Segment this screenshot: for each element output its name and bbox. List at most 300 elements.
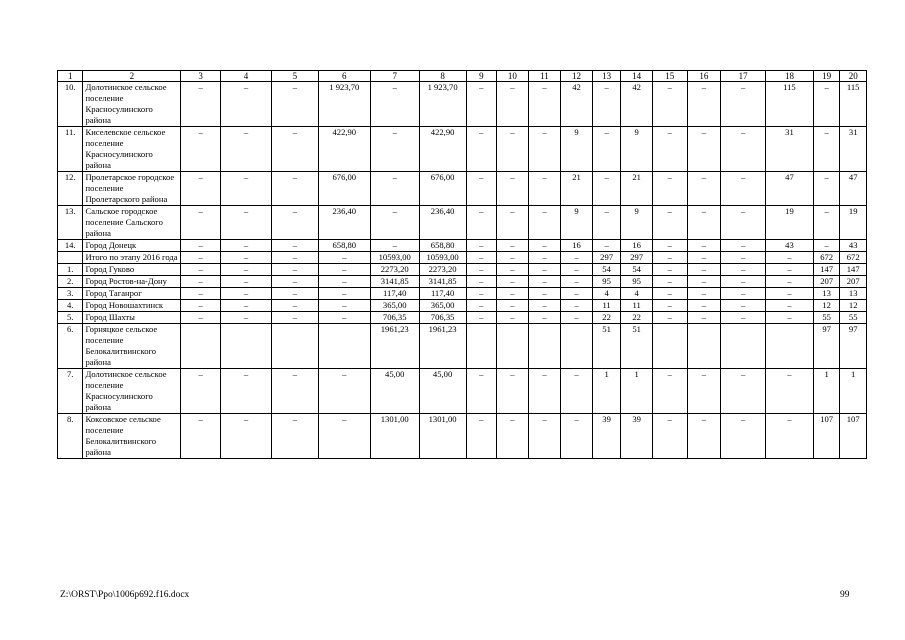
table-cell: –	[652, 369, 687, 414]
row-name-cell: Коксовское сельское поселение Белокалитвинского района	[83, 414, 181, 459]
table-cell: –	[652, 288, 687, 300]
table-cell: –	[561, 369, 593, 414]
table-cell: –	[221, 82, 272, 127]
table-cell: –	[721, 264, 766, 276]
header-cell: 9	[466, 71, 497, 82]
table-cell: –	[221, 312, 272, 324]
row-name-cell: Город Новошахтинск	[83, 300, 181, 312]
table-cell: 54	[621, 264, 653, 276]
table-cell: –	[318, 369, 370, 414]
table-cell: –	[271, 206, 318, 240]
table-cell: –	[370, 172, 419, 206]
table-cell: –	[466, 127, 497, 172]
table-cell: –	[466, 264, 497, 276]
table-cell: –	[592, 82, 621, 127]
table-cell: –	[528, 312, 561, 324]
table-cell: –	[687, 252, 721, 264]
table-cell: 207	[813, 276, 839, 288]
table-cell: –	[687, 82, 721, 127]
table-cell: –	[721, 127, 766, 172]
table-cell: –	[497, 252, 529, 264]
table-cell: 365,00	[370, 300, 419, 312]
file-path: Z:\ORST\Ppo\1006p692.f16.docx	[60, 590, 190, 600]
table-cell: 2273,20	[370, 264, 419, 276]
table-row	[58, 324, 867, 369]
table-cell: –	[370, 240, 419, 252]
table-cell: 95	[592, 276, 621, 288]
table-cell: 3141,85	[419, 276, 466, 288]
row-name-cell: Город Ростов-на-Дону	[83, 276, 181, 288]
table-cell: 672	[840, 252, 867, 264]
table-cell: 39	[592, 414, 621, 459]
table-cell: –	[497, 312, 529, 324]
table-cell: –	[813, 82, 839, 127]
table-cell: –	[652, 127, 687, 172]
table-cell: 55	[840, 312, 867, 324]
table-cell: –	[221, 127, 272, 172]
header-cell: 14	[621, 71, 653, 82]
header-cell: 10	[497, 71, 529, 82]
table-cell: 1	[813, 369, 839, 414]
table-cell: –	[221, 172, 272, 206]
table-cell: 1301,00	[419, 414, 466, 459]
row-number-cell: 3.	[58, 288, 83, 300]
table-cell: –	[221, 369, 272, 414]
table-cell: 672	[813, 252, 839, 264]
table-cell: 51	[621, 324, 653, 369]
table-cell: –	[813, 172, 839, 206]
table-cell: –	[181, 206, 221, 240]
table-cell: –	[561, 288, 593, 300]
table-cell	[766, 324, 814, 369]
table-cell: 11	[621, 300, 653, 312]
table-cell: 19	[840, 206, 867, 240]
table-cell: 9	[561, 206, 593, 240]
table-cell: –	[528, 82, 561, 127]
table-cell: –	[687, 172, 721, 206]
table-cell: –	[528, 240, 561, 252]
table-row	[58, 240, 867, 252]
table-cell: –	[687, 414, 721, 459]
table-cell: –	[721, 172, 766, 206]
table-cell: 10593,00	[370, 252, 419, 264]
table-cell: –	[528, 369, 561, 414]
table-cell: –	[181, 127, 221, 172]
table-cell: –	[181, 252, 221, 264]
table-cell: 117,40	[370, 288, 419, 300]
table-cell: –	[370, 127, 419, 172]
table-cell: –	[181, 288, 221, 300]
header-cell: 11	[528, 71, 561, 82]
table-cell: 1	[621, 369, 653, 414]
table-cell: –	[561, 252, 593, 264]
table-cell: –	[318, 252, 370, 264]
table-cell: –	[687, 127, 721, 172]
table-cell: 31	[766, 127, 814, 172]
row-number-cell: 7.	[58, 369, 83, 414]
table-cell: –	[370, 206, 419, 240]
table-cell: –	[466, 82, 497, 127]
table-cell: –	[652, 82, 687, 127]
table-cell: –	[721, 276, 766, 288]
table-cell: 147	[813, 264, 839, 276]
table-cell: –	[466, 240, 497, 252]
table-cell: –	[561, 276, 593, 288]
table-cell: 107	[840, 414, 867, 459]
table-cell: –	[721, 312, 766, 324]
table-cell: 207	[840, 276, 867, 288]
table-cell: –	[687, 288, 721, 300]
table-cell: –	[766, 414, 814, 459]
table-cell: –	[687, 276, 721, 288]
table-cell: –	[181, 240, 221, 252]
table-row	[58, 414, 867, 459]
table-cell: –	[271, 252, 318, 264]
header-cell: 18	[766, 71, 814, 82]
table-cell: –	[497, 300, 529, 312]
header-row	[58, 71, 867, 82]
table-cell: –	[271, 312, 318, 324]
table-cell: –	[271, 276, 318, 288]
table-cell: –	[652, 300, 687, 312]
table-cell	[181, 324, 221, 369]
table-cell: –	[721, 82, 766, 127]
table-row	[58, 127, 867, 172]
header-cell: 4	[221, 71, 272, 82]
table-cell: –	[766, 288, 814, 300]
table-cell: 16	[561, 240, 593, 252]
table-cell: –	[318, 312, 370, 324]
table-cell: 42	[561, 82, 593, 127]
table-cell: 9	[561, 127, 593, 172]
header-cell: 20	[840, 71, 867, 82]
table-cell: 422,90	[419, 127, 466, 172]
row-name-cell: Долотинское сельское поселение Красносулинского района	[83, 369, 181, 414]
table-cell	[497, 324, 529, 369]
row-number-cell: 5.	[58, 312, 83, 324]
table-cell: 21	[561, 172, 593, 206]
table-cell: –	[687, 369, 721, 414]
table-cell: 706,35	[370, 312, 419, 324]
table-cell: 3141,85	[370, 276, 419, 288]
table-row	[58, 264, 867, 276]
table-cell: 19	[766, 206, 814, 240]
row-name-cell: Сальское городское поселение Сальского района	[83, 206, 181, 240]
table-cell: 13	[840, 288, 867, 300]
table-cell: –	[528, 414, 561, 459]
table-cell: –	[497, 288, 529, 300]
table-cell: 147	[840, 264, 867, 276]
table-cell: –	[561, 300, 593, 312]
table-cell: –	[497, 206, 529, 240]
table-cell: 12	[840, 300, 867, 312]
table-cell: 4	[621, 288, 653, 300]
table-cell: –	[721, 240, 766, 252]
table-cell: 11	[592, 300, 621, 312]
table-cell: 706,35	[419, 312, 466, 324]
table-cell: –	[271, 369, 318, 414]
table-cell: 55	[813, 312, 839, 324]
table-cell: –	[318, 276, 370, 288]
table-cell: 117,40	[419, 288, 466, 300]
table-cell: 1	[592, 369, 621, 414]
table-cell: –	[652, 276, 687, 288]
header-cell: 6	[318, 71, 370, 82]
table-row	[58, 82, 867, 127]
table-cell: 31	[840, 127, 867, 172]
table-cell: –	[687, 240, 721, 252]
table-cell: 1	[840, 369, 867, 414]
table-cell: –	[528, 300, 561, 312]
table-row	[58, 252, 867, 264]
table-cell: –	[528, 172, 561, 206]
table-cell: –	[271, 240, 318, 252]
header-cell: 15	[652, 71, 687, 82]
row-number-cell: 4.	[58, 300, 83, 312]
table-cell: –	[271, 288, 318, 300]
table-cell: –	[561, 414, 593, 459]
table-cell: 115	[766, 82, 814, 127]
row-number-cell: 8.	[58, 414, 83, 459]
table-cell: 39	[621, 414, 653, 459]
table-cell: 2273,20	[419, 264, 466, 276]
table-cell: –	[221, 300, 272, 312]
table-cell	[721, 324, 766, 369]
header-cell: 8	[419, 71, 466, 82]
table-cell	[221, 324, 272, 369]
table-cell: –	[766, 252, 814, 264]
table-cell	[466, 324, 497, 369]
table-cell: 1961,23	[419, 324, 466, 369]
table-cell: –	[561, 312, 593, 324]
table-cell: –	[466, 300, 497, 312]
table-cell: –	[813, 127, 839, 172]
table-cell: –	[221, 240, 272, 252]
table-cell: 297	[621, 252, 653, 264]
table-cell: 21	[621, 172, 653, 206]
table-cell: –	[528, 276, 561, 288]
table-cell: –	[370, 82, 419, 127]
table-cell: 236,40	[419, 206, 466, 240]
table-cell: –	[466, 206, 497, 240]
table-cell: 42	[621, 82, 653, 127]
table-cell: –	[466, 276, 497, 288]
table-cell: 45,00	[370, 369, 419, 414]
table-cell: –	[271, 172, 318, 206]
table-cell: 1 923,70	[318, 82, 370, 127]
table-cell: –	[592, 240, 621, 252]
table-row	[58, 172, 867, 206]
table-cell: 658,80	[419, 240, 466, 252]
row-name-cell: Киселевское сельское поселение Красносулинского района	[83, 127, 181, 172]
table-cell: –	[466, 414, 497, 459]
row-name-cell: Горняцкое сельское поселение Белокалитвинского района	[83, 324, 181, 369]
table-cell: –	[497, 369, 529, 414]
table-cell: 658,80	[318, 240, 370, 252]
table-cell: –	[497, 172, 529, 206]
table-cell: –	[687, 206, 721, 240]
table-cell: –	[652, 264, 687, 276]
table-cell: –	[466, 369, 497, 414]
header-cell: 19	[813, 71, 839, 82]
table-cell: –	[652, 172, 687, 206]
header-cell: 2	[83, 71, 181, 82]
table-cell: 43	[840, 240, 867, 252]
table-cell: –	[528, 288, 561, 300]
row-number-cell: 1.	[58, 264, 83, 276]
table-cell: 1961,23	[370, 324, 419, 369]
table-cell: –	[466, 252, 497, 264]
table-cell: –	[721, 414, 766, 459]
row-number-cell: 10.	[58, 82, 83, 127]
table-cell: –	[652, 312, 687, 324]
table-cell: 12	[813, 300, 839, 312]
header-cell: 3	[181, 71, 221, 82]
table-cell: –	[181, 82, 221, 127]
header-cell: 5	[271, 71, 318, 82]
row-name-cell: Город Шахты	[83, 312, 181, 324]
table-cell: –	[592, 127, 621, 172]
table-cell: –	[652, 252, 687, 264]
table-cell: 54	[592, 264, 621, 276]
table-cell: –	[466, 288, 497, 300]
row-number-cell: 11.	[58, 127, 83, 172]
table-cell: –	[687, 300, 721, 312]
row-name-cell: Город Донецк	[83, 240, 181, 252]
table-cell: –	[271, 82, 318, 127]
table-cell: –	[652, 414, 687, 459]
table-cell: 47	[840, 172, 867, 206]
table-cell: 676,00	[419, 172, 466, 206]
table-body	[58, 71, 867, 459]
table-cell: –	[497, 276, 529, 288]
table-cell: 51	[592, 324, 621, 369]
table-cell: –	[271, 264, 318, 276]
table-cell: –	[271, 300, 318, 312]
table-cell: 676,00	[318, 172, 370, 206]
table-cell: –	[766, 300, 814, 312]
row-number-cell: 12.	[58, 172, 83, 206]
table-cell: 9	[621, 206, 653, 240]
table-cell: –	[528, 127, 561, 172]
table-row	[58, 369, 867, 414]
table-cell: –	[687, 312, 721, 324]
row-name-cell: Долотинское сельское поселение Красносулинского района	[83, 82, 181, 127]
table-cell: –	[181, 264, 221, 276]
table-cell: 422,90	[318, 127, 370, 172]
table-cell: –	[221, 252, 272, 264]
table-cell: –	[721, 369, 766, 414]
header-cell: 16	[687, 71, 721, 82]
table-cell: –	[766, 369, 814, 414]
table-cell: –	[721, 288, 766, 300]
table-cell: –	[561, 264, 593, 276]
table-cell: 107	[813, 414, 839, 459]
header-cell: 13	[592, 71, 621, 82]
header-cell: 7	[370, 71, 419, 82]
table-cell: –	[181, 369, 221, 414]
table-cell: 97	[840, 324, 867, 369]
table-cell: –	[766, 264, 814, 276]
table-cell: 47	[766, 172, 814, 206]
table-cell: –	[652, 206, 687, 240]
table-cell: –	[181, 300, 221, 312]
table-cell: –	[497, 414, 529, 459]
table-cell: –	[181, 312, 221, 324]
table-cell: –	[497, 240, 529, 252]
table-cell: –	[687, 264, 721, 276]
table-cell	[652, 324, 687, 369]
table-cell: –	[813, 206, 839, 240]
table-cell: –	[766, 312, 814, 324]
table-cell: –	[652, 240, 687, 252]
table-row	[58, 312, 867, 324]
table-cell: –	[497, 264, 529, 276]
table-cell: 115	[840, 82, 867, 127]
table-cell: 9	[621, 127, 653, 172]
table-cell: –	[181, 172, 221, 206]
table-cell: 297	[592, 252, 621, 264]
table-cell	[687, 324, 721, 369]
table-cell: 236,40	[318, 206, 370, 240]
table-cell: 365,00	[419, 300, 466, 312]
row-name-cell: Пролетарское городское поселение Пролетарского района	[83, 172, 181, 206]
table-cell: –	[813, 240, 839, 252]
header-cell: 1	[58, 71, 83, 82]
table-cell: –	[766, 276, 814, 288]
table-cell	[528, 324, 561, 369]
table-cell: –	[497, 82, 529, 127]
table-row	[58, 206, 867, 240]
table-cell: –	[271, 414, 318, 459]
table-cell: –	[592, 206, 621, 240]
table-cell: –	[318, 300, 370, 312]
table-cell	[318, 324, 370, 369]
table-cell: –	[466, 312, 497, 324]
table-cell: 1 923,70	[419, 82, 466, 127]
table-cell: –	[221, 206, 272, 240]
table-cell: –	[528, 264, 561, 276]
table-cell: –	[221, 288, 272, 300]
table-cell: –	[528, 206, 561, 240]
table-cell: 16	[621, 240, 653, 252]
table-cell	[561, 324, 593, 369]
table-cell: –	[721, 300, 766, 312]
table-cell: –	[221, 414, 272, 459]
data-table	[57, 70, 867, 459]
table-cell: –	[528, 252, 561, 264]
row-number-cell: 2.	[58, 276, 83, 288]
table-row	[58, 276, 867, 288]
table-cell: –	[221, 276, 272, 288]
row-number-cell: 13.	[58, 206, 83, 240]
table-cell: 13	[813, 288, 839, 300]
table-cell: –	[318, 264, 370, 276]
table-cell: 10593,00	[419, 252, 466, 264]
table-cell: –	[318, 288, 370, 300]
table-cell: –	[592, 172, 621, 206]
table-cell: 4	[592, 288, 621, 300]
row-number-cell: 14.	[58, 240, 83, 252]
table-row	[58, 300, 867, 312]
table-cell: –	[181, 276, 221, 288]
table-cell: –	[271, 127, 318, 172]
table-cell: 22	[592, 312, 621, 324]
table-cell: 45,00	[419, 369, 466, 414]
table-cell: –	[466, 172, 497, 206]
row-number-cell: 6.	[58, 324, 83, 369]
table-cell	[271, 324, 318, 369]
